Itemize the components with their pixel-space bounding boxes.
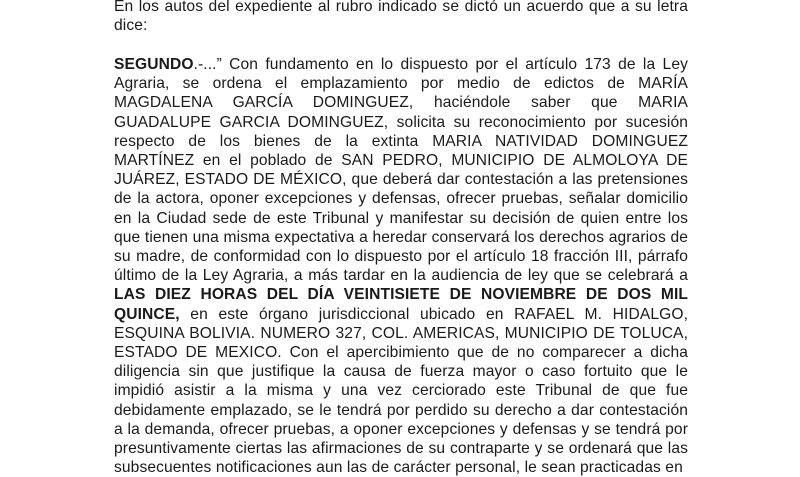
agreement-paragraph: [114, 55, 688, 477]
document-page: [114, 0, 688, 477]
intro-paragraph: En los autos del expediente al rubro indicado se dictó un acuerdo que a su letra dice:: [114, 0, 688, 35]
hearing-date: LAS DIEZ HORAS DEL DÍA VEINTISIETE DE NOVIEMBRE DE DOS MIL QUINCE,: [114, 286, 688, 323]
paragraph-text-part2: en este órgano jurisdiccional ubicado en RAFAEL M. HIDALGO, ESQUINA BOLIVIA. NUMERO 327, COL. AMERICAS, MUNICIPIO DE TOLUCA, ESTADO DE MEXICO. Con el apercibimiento que de no comparecer a dicha diligencia sin que justifique la causa de fuerza mayor o caso fortuito que le impidió asistir a la misma y una vez cerciorado este Tribunal de que fue debidamente emplazado, se le tendrá por perdido su derecho a dar contestación a la demanda, ofrecer pruebas, a oponer excepciones y defensas y se tendrá por presuntivamente ciertas las afirmaciones de su contraparte y se ordenará que las subsecuentes notificaciones aun las de carácter personal, le sean practicadas en: [114, 305, 688, 477]
segundo-heading: SEGUNDO: [114, 55, 194, 73]
paragraph-text-part1: .-...” Con fundamento en lo dispuesto por el artículo 173 de la Ley Agraria, se ordena el emplazamiento por medio de edictos de MARÍA MAGDALENA GARCÍA DOMINGUEZ, haciéndole saber que MARIA GUADALUPE GARCIA DOMINGUEZ, solicita su reconocimiento por sucesión respecto de los bienes de la extinta MARIA NATIVIDAD DOMINGUEZ MARTÍNEZ en el poblado de SAN PEDRO, MUNICIPIO DE ALMOLOYA DE JUÁREZ, ESTADO DE MÉXICO, que deberá dar contestación a las pretensiones de la actora, oponer excepciones y defensas, ofrecer pruebas, señalar domicilio en la Ciudad sede de este Tribunal y manifestar su decisión de quien entre los que tienen una misma expectativa a heredar conservará los derechos agrarios de su madre, de conformidad con lo dispuesto por el artículo 18 fracción III, párrafo último de la Ley Agraria, a más tardar en la audiencia de ley que se celebrará a: [114, 55, 688, 285]
